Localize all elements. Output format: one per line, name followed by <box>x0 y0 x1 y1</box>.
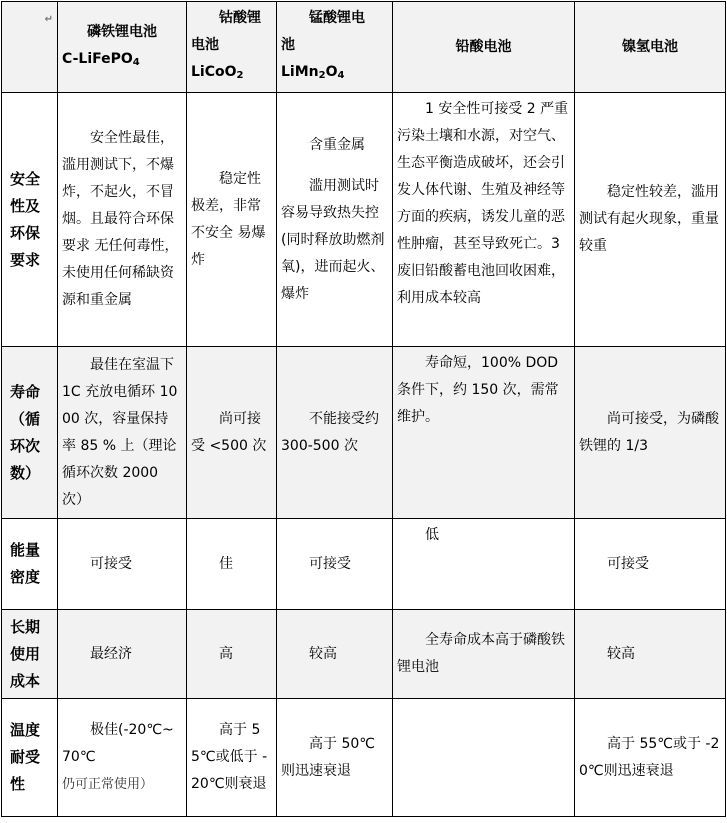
table-row <box>2 347 726 519</box>
cell-lco-temperature <box>187 699 277 817</box>
cell-lfp-safety <box>58 93 187 347</box>
cell-lfp-temperature-text-1: 极佳(-20℃~70℃ <box>62 722 174 765</box>
cell-nimh-energy-text: 可接受 <box>607 555 649 572</box>
header-lco-formula: LiCoO$_2$ <box>191 64 244 81</box>
cell-lead-acid-cost-text: 全寿命成本高于磷酸铁锂电池 <box>397 632 565 675</box>
paragraph-mark: ↵ <box>44 14 53 25</box>
cell-lmo-temperature-text: 高于 50℃则迅速衰退 <box>281 735 375 779</box>
cell-lco-safety <box>187 93 277 347</box>
row-label-temperature: 温度耐受性 <box>2 699 58 817</box>
cell-lco-temperature-text: 高于 55℃或低于 -20℃则衰退 <box>191 722 268 792</box>
row-label-lifetime: 寿命（循环次数） <box>2 347 58 519</box>
cell-lmo-energy-text: 可接受 <box>309 555 351 572</box>
cell-lmo-lifetime <box>277 347 393 519</box>
cell-lead-acid-lifetime <box>393 347 575 519</box>
cell-nimh-energy <box>575 519 726 610</box>
cell-lfp-lifetime <box>58 347 187 519</box>
cell-lead-acid-lifetime-text: 寿命短，100% DOD 条件下，约 150 次，需常维护。 <box>397 355 559 425</box>
header-lfp-formula: C-LiFePO$_4$ <box>62 50 140 68</box>
cell-nimh-safety <box>575 93 726 347</box>
cell-nimh-cost-text: 较高 <box>607 645 635 662</box>
header-lfp-name: 磷铁锂电池 <box>87 23 157 40</box>
cell-nimh-lifetime-text: 尚可接受，为磷酸铁锂的 1/3 <box>579 410 719 454</box>
cell-lead-acid-energy <box>393 519 575 610</box>
row-label-cost: 长期使用成本 <box>2 610 58 699</box>
header-lead-acid: 铅酸电池 <box>393 2 575 93</box>
header-lmo-name-2: 池 <box>281 37 295 53</box>
header-lmo-name-1: 锰酸锂电 <box>309 10 365 26</box>
table-row <box>2 699 726 817</box>
cell-nimh-cost <box>575 610 726 699</box>
cell-lead-acid-safety <box>393 93 575 347</box>
header-lmo <box>277 2 393 93</box>
cell-lead-acid-temperature <box>393 699 575 817</box>
table-row <box>2 610 726 699</box>
cell-lead-acid-safety-text: 1 安全性可接受 2 严重污染土壤和水源，对空气、生态平衡造成破坏，还会引发人体代谢、生殖及神经等方面的疾病，诱发儿童的恶性肿瘤，甚至导致死亡。3 废旧铅酸蓄电池回收困难，利用成本较高 <box>397 101 569 306</box>
header-row <box>2 2 726 93</box>
cell-nimh-lifetime <box>575 347 726 519</box>
cell-lmo-cost <box>277 610 393 699</box>
cell-lco-cost-text: 高 <box>219 645 233 662</box>
cell-lco-safety-text: 稳定性极差，非常不安全 易爆炸 <box>191 170 266 268</box>
table-row <box>2 519 726 610</box>
cell-lfp-temperature-text-2: 仍可正常使用） <box>62 777 154 792</box>
cell-lfp-temperature <box>58 699 187 817</box>
cell-lco-energy <box>187 519 277 610</box>
cell-lmo-energy <box>277 519 393 610</box>
header-lmo-formula: $LiMn_2O_4$ <box>281 64 345 81</box>
cell-lfp-cost-text: 最经济 <box>90 645 132 662</box>
cell-lfp-energy-text: 可接受 <box>90 555 132 572</box>
cell-lfp-energy <box>58 519 187 610</box>
header-nimh: 镍氢电池 <box>575 2 726 93</box>
cell-nimh-temperature <box>575 699 726 817</box>
cell-lead-acid-energy-text: 低 <box>425 527 439 543</box>
battery-comparison-table <box>1 1 726 817</box>
header-lco <box>187 2 277 93</box>
cell-lco-energy-text: 佳 <box>219 555 233 572</box>
corner-cell <box>2 2 58 93</box>
cell-lco-lifetime-text: 尚可接受 <500 次 <box>191 410 267 454</box>
cell-lmo-safety-text-1: 含重金属 <box>309 136 365 153</box>
cell-lmo-temperature <box>277 699 393 817</box>
cell-nimh-safety-text: 稳定性较差，滥用测试有起火现象，重量较重 <box>579 184 719 254</box>
row-label-safety: 安全性及环保要求 <box>2 93 58 347</box>
header-lco-name-2: 电池 <box>191 37 219 53</box>
cell-nimh-temperature-text: 高于 55℃或于 -20℃则迅速衰退 <box>579 735 720 779</box>
row-label-energy-density: 能量密度 <box>2 519 58 610</box>
cell-lmo-safety-text-2: 滥用测试时容易导致热失控(同时释放助燃剂氧)，进而起火、爆炸 <box>281 177 385 302</box>
cell-lfp-safety-text: 安全性最佳，滥用测试下，不爆炸，不起火，不冒烟。且最符合环保要求 无任何毒性，未使用任何稀缺资源和重金属 <box>62 130 179 308</box>
cell-lmo-cost-text: 较高 <box>309 645 337 662</box>
header-lco-name-1: 钴酸锂 <box>219 10 261 26</box>
cell-lco-lifetime <box>187 347 277 519</box>
cell-lfp-cost <box>58 610 187 699</box>
table-row <box>2 93 726 347</box>
cell-lco-cost <box>187 610 277 699</box>
cell-lmo-safety <box>277 93 393 347</box>
cell-lfp-lifetime-text: 最佳在室温下 1C 充放电循环 1000 次，容量保持率 85 % 上（理论循环次数 2000 次） <box>62 356 178 508</box>
cell-lmo-lifetime-text: 不能接受约 300-500 次 <box>281 410 379 454</box>
header-lfp <box>58 2 187 93</box>
cell-lead-acid-cost <box>393 610 575 699</box>
